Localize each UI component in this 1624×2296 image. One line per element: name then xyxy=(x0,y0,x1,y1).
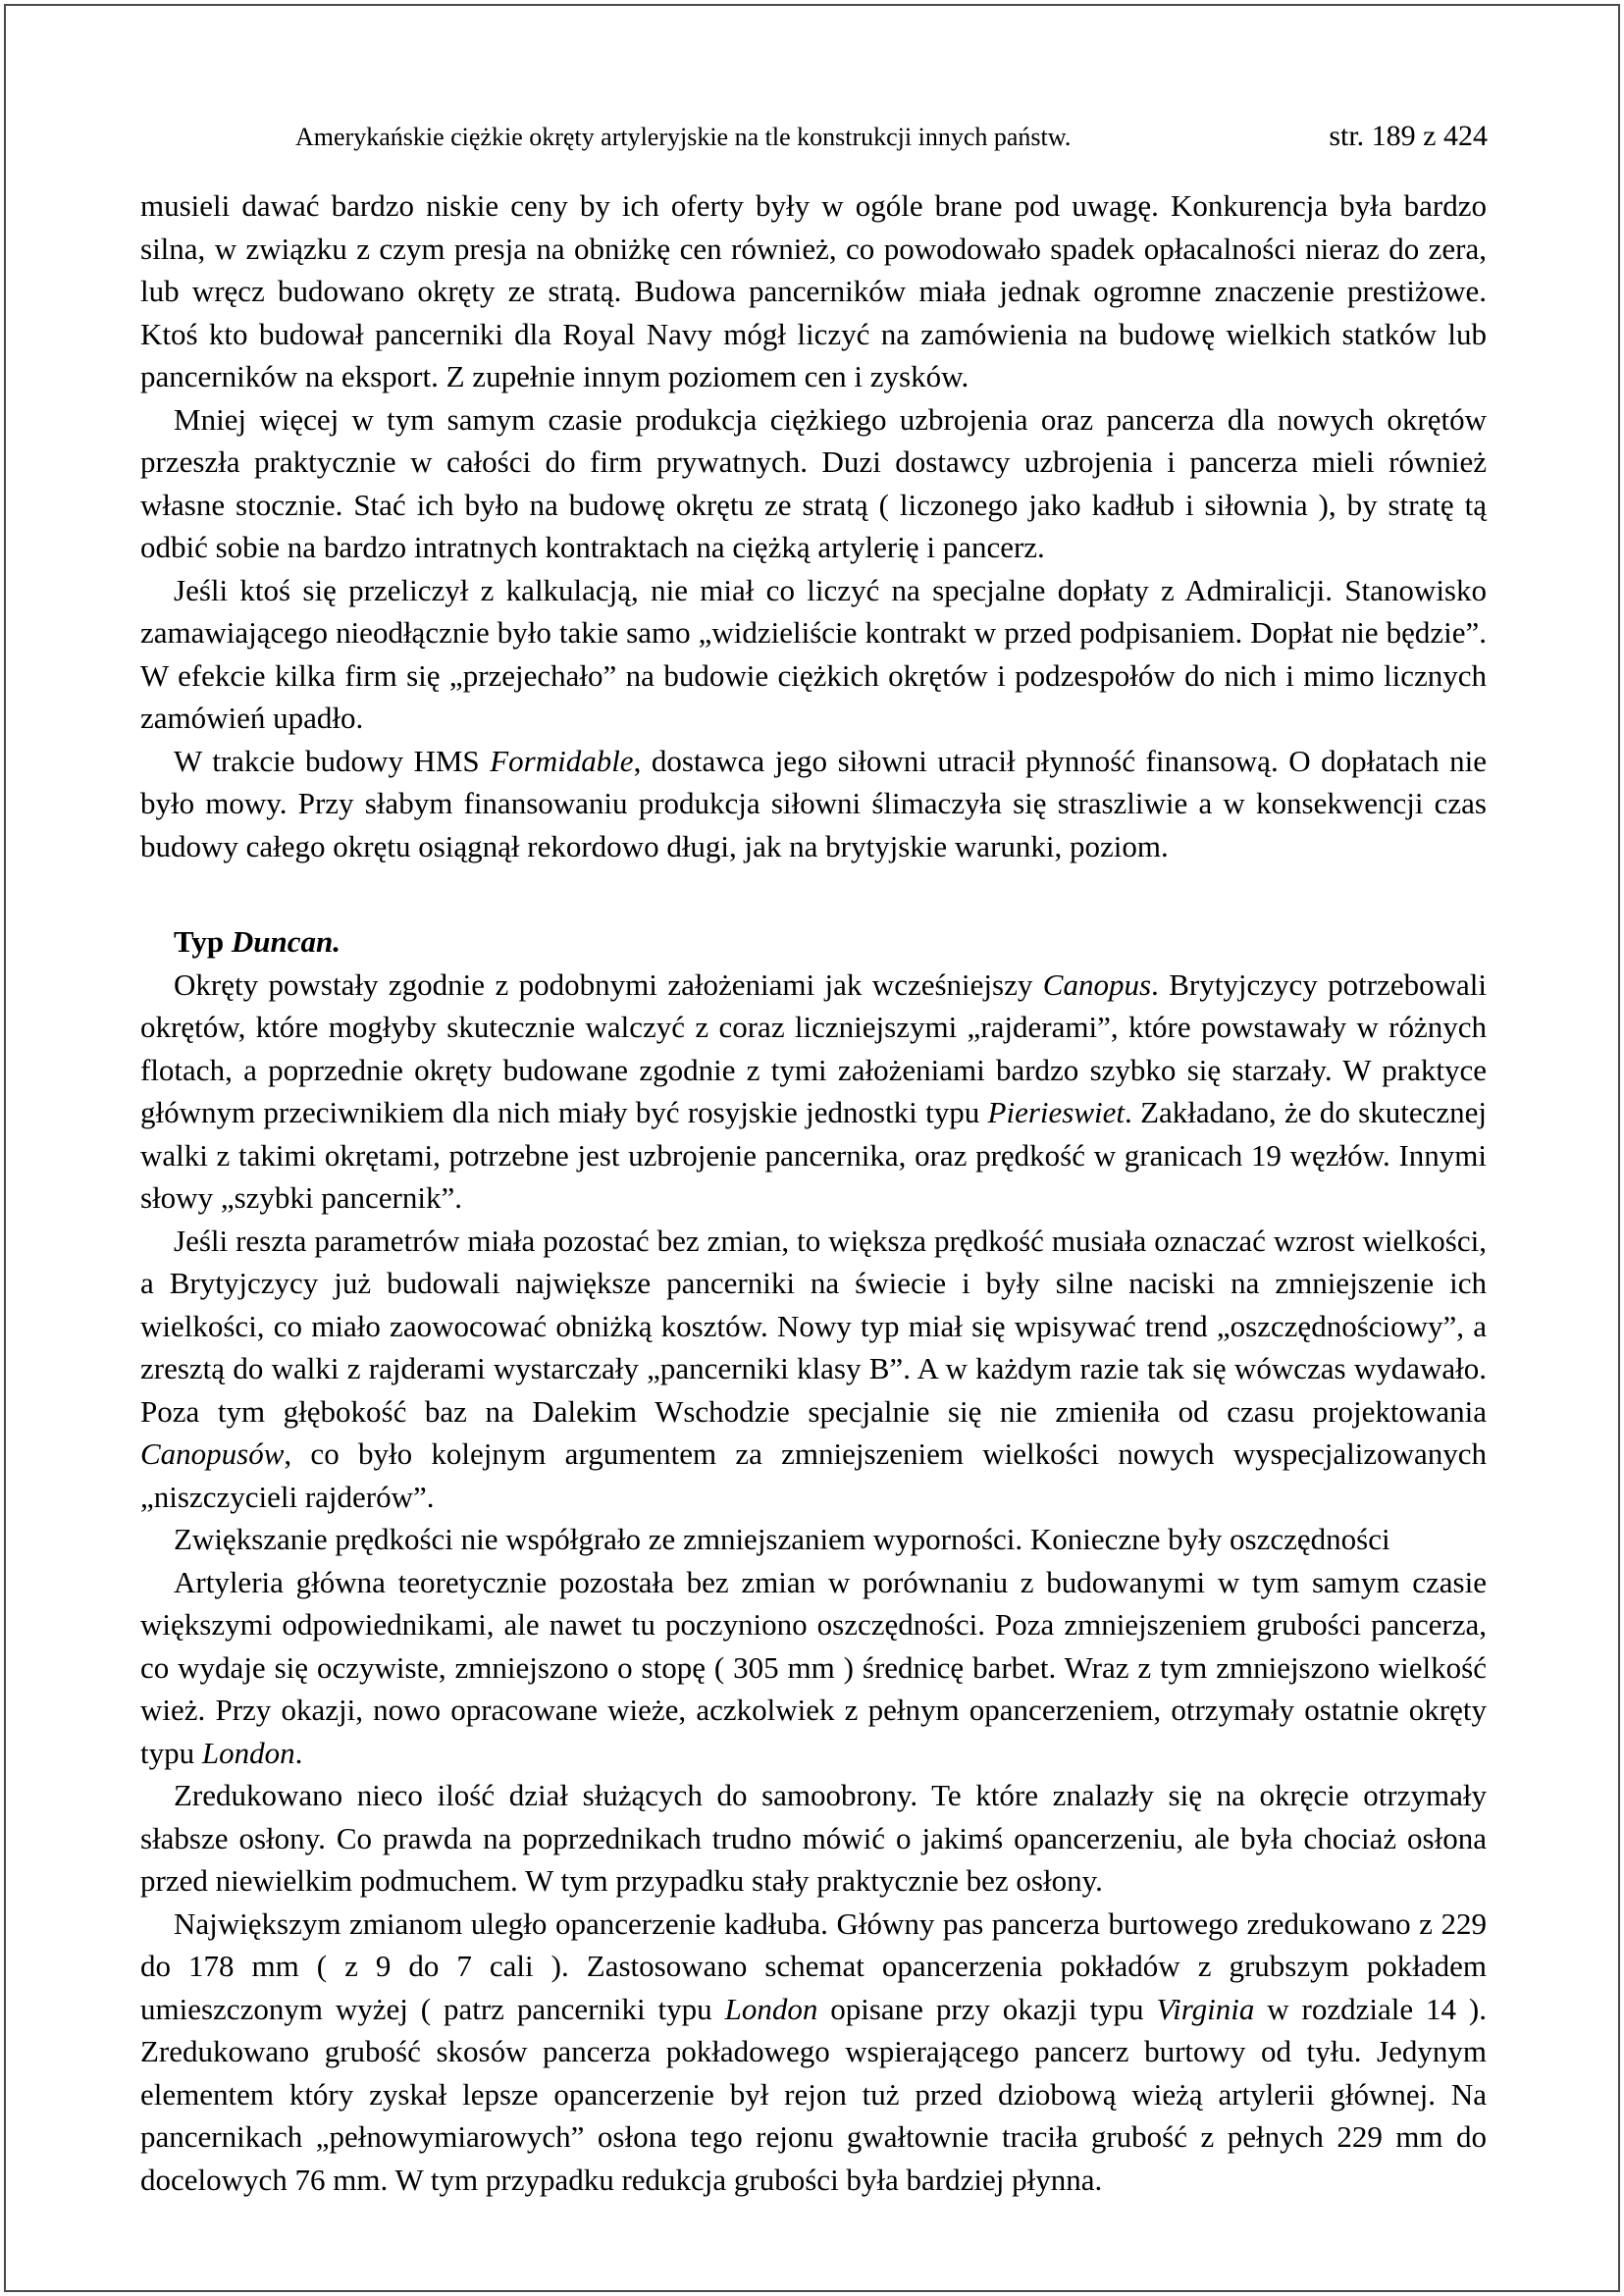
text-run: Jeśli ktoś się przeliczył z kalkulacją, nie miał co liczyć na specjalne dopłaty z Admiralicji. Stanowisko zamawiającego nieodłącznie było takie samo „widzieliście kontrakt w przed podpisaniem. Dopłat nie będzie”. W efekcie kilka firm się „przejechało” na budowie ciężkich okrętów i podzespołów do nich i mimo licznych zamówień upadło. xyxy=(140,572,1487,735)
running-title: Amerykańskie ciężkie okręty artyleryjskie na tle konstrukcji innych państw. xyxy=(295,123,1072,151)
text-run: Mniej więcej w tym samym czasie produkcja ciężkiego uzbrojenia oraz pancerza dla nowych okrętów przeszła praktycznie w całości do firm prywatnych. Duzi dostawcy uzbrojenia i pancerza mieli również własne stocznie. Stać ich było na budowę okrętu ze stratą ( liczonego jako kadłub i siłownia ), by stratę tą odbić sobie na bardzo intratnych kontraktach na ciężką artylerię i pancerz. xyxy=(140,401,1487,564)
body-paragraph xyxy=(140,740,1487,868)
text-run-italic: Duncan. xyxy=(231,924,341,959)
page-header xyxy=(140,120,1488,153)
body-paragraph xyxy=(140,1774,1487,1903)
document-body xyxy=(140,184,1487,2201)
text-run: Okręty powstały zgodnie z podobnymi założeniami jak wcześniejszy xyxy=(174,966,1043,1002)
text-run: W trakcie budowy HMS xyxy=(174,743,491,778)
section-heading xyxy=(140,920,1487,964)
text-run: Zwiększanie prędkości nie współgrało ze zmniejszaniem wyporności. Konieczne były oszczędności xyxy=(174,1522,1390,1556)
text-run: Typ xyxy=(174,924,232,959)
text-run-italic: Formidable xyxy=(490,743,634,778)
text-run: Artyleria główna teoretycznie pozostała bez zmian w porównaniu z budowanymi w tym samym czasie większymi odpowiednikami, ale nawet tu poczyniono oszczędności. Poza zmniejszeniem grubości pancerza, co wydaje się oczywiste, zmniejszono o stopę ( 305 mm ) średnicę barbet. Wraz z tym zmniejszono wielkość wież. Przy okazji, nowo opracowane wieże, aczkolwiek z pełnym opancerzeniem, otrzymały ostatnie okręty typu xyxy=(140,1564,1487,1770)
body-paragraph xyxy=(140,398,1487,569)
body-paragraph xyxy=(140,1220,1487,1519)
text-run: w rozdziale 14 ). Zredukowano grubość skosów pancerza pokładowego wspierającego pancerz burtowy od tyłu. Jedynym elementem który zyskał lepsze opancerzenie był rejon tuż przed dziobową wieżą artylerii głównej. Na pancernikach „pełnowymiarowych” osłona tego rejonu gwałtownie traciła grubość z pełnych 229 mm do docelowych 76 mm. W tym przypadku redukcja grubości była bardziej płynna. xyxy=(140,1991,1488,2197)
text-run: Jeśli reszta parametrów miała pozostać bez zmian, to większa prędkość musiała oznaczać wzrost wielkości, a Brytyjczycy już budowali największe pancerniki na świecie i były silne naciski na zmniejszenie ich wielkości, co miało zaowocować obniżką kosztów. Nowy typ miał się wpisywać trend „oszczędnościowy”, a zresztą do walki z rajderami wystarczały „pancerniki klasy B”. A w każdym razie tak się wówczas wydawało. Poza tym głębokość baz na Dalekim Wschodzie specjalnie się nie zmieniła od czasu projektowania xyxy=(140,1223,1487,1429)
text-run: musieli dawać bardzo niskie ceny by ich oferty były w ogóle brane pod uwagę. Konkurencja była bardzo silna, w związku z czym presja na obniżkę cen również, co powodowało spadek opłacalności nieraz do zera, lub wręcz budowano okręty ze stratą. Budowa pancerników miała jednak ogromne znaczenie prestiżowe. Ktoś kto budował pancerniki dla Royal Navy mógł liczyć na zamówienia na budowę wielkich statków lub pancerników na eksport. Z zupełnie innym poziomem cen i zysków. xyxy=(140,188,1487,393)
text-run-italic: Canopus xyxy=(1042,966,1152,1002)
text-run-italic: Canopusów xyxy=(140,1436,285,1471)
text-run: . xyxy=(294,1735,303,1770)
text-run: Największym zmianom uległo opancerzenie kadłuba. Główny pas pancerza burtowego zredukowano z 229 do 178 mm ( z 9 do 7 cali ). Zastosowano schemat opancerzenia pokładów z grubszym pokładem umieszczonym wyżej ( patrz pancerniki typu xyxy=(140,1905,1487,2026)
text-run-italic: Pierieswiet xyxy=(987,1095,1126,1129)
text-run: Zredukowano nieco ilość dział służących do samoobrony. Te które znalazły się na okręcie otrzymały słabsze osłony. Co prawda na poprzednikach trudno mówić o jakimś opancerzeniu, ale była chociaż osłona przed niewielkim podmuchem. W tym przypadku stały praktycznie bez osłony. xyxy=(140,1778,1487,1898)
text-run: . Brytyjczycy potrzebowali okrętów, które mogłyby skutecznie walczyć z coraz liczniejszymi „rajderami”, które powstawały w różnych flotach, a poprzednie okręty budowane zgodnie z tymi założeniami bardzo szybko się starzały. W praktyce głównym przeciwnikiem dla nich miały być rosyjskie jednostki typu xyxy=(140,966,1487,1129)
page-number-indicator: str. 189 z 424 xyxy=(1329,120,1488,152)
body-paragraph xyxy=(140,1561,1487,1775)
body-paragraph xyxy=(140,1518,1487,1561)
text-run: opisane przy okazji typu xyxy=(817,1991,1157,2026)
text-run: . Zakładano, że do skutecznej walki z takimi okrętami, potrzebne jest uzbrojenie pancernika, oraz prędkość w granicach 19 węzłów. Innymi słowy „szybki pancernik”. xyxy=(140,1095,1488,1215)
text-run-italic: London xyxy=(201,1735,295,1770)
text-run: , co było kolejnym argumentem za zmniejszeniem wielkości nowych wyspecjalizowanych „niszczycieli rajderów”. xyxy=(140,1436,1487,1514)
body-paragraph xyxy=(140,184,1487,398)
body-paragraph xyxy=(140,1903,1487,2202)
body-paragraph xyxy=(140,569,1487,740)
text-run-italic: London xyxy=(724,1991,818,2026)
text-run: , dostawca jego siłowni utracił płynność finansową. O dopłatach nie było mowy. Przy słabym finansowaniu produkcja siłowni ślimaczyła się straszliwie a w konsekwencji czas budowy całego okrętu osiągnął rekordowo długi, jak na brytyjskie warunki, poziom. xyxy=(140,743,1488,863)
body-paragraph xyxy=(140,964,1487,1220)
text-run-italic: Virginia xyxy=(1156,1991,1255,2026)
